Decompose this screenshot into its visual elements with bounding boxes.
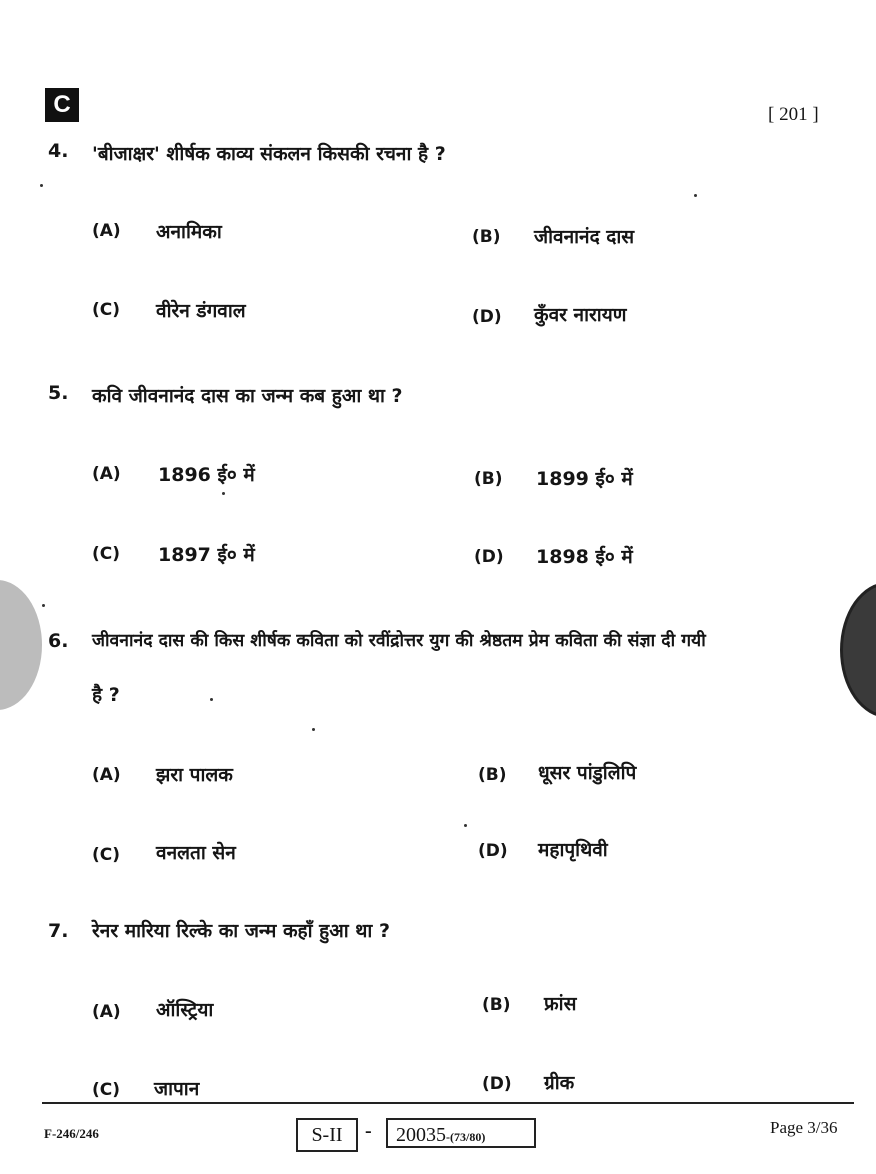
option-label: (B) xyxy=(472,227,501,247)
option-label: (A) xyxy=(92,765,121,785)
question-text: रेनर मारिया रिल्के का जन्म कहाँ हुआ था ? xyxy=(92,920,390,942)
option-label: (B) xyxy=(482,995,511,1015)
option-label: (C) xyxy=(92,544,121,564)
scan-speck xyxy=(222,492,225,495)
question-text-line2: है ? xyxy=(92,684,120,706)
option-text: ऑस्ट्रिया xyxy=(156,999,214,1021)
scan-speck xyxy=(694,194,697,197)
option-text: धूसर पांडुलिपि xyxy=(538,762,637,784)
question-text: कवि जीवनानंद दास का जन्म कब हुआ था ? xyxy=(92,385,403,407)
option-label: (D) xyxy=(474,547,504,567)
set-badge: C xyxy=(45,88,79,122)
option-text: 1899 ई० में xyxy=(536,468,633,490)
option-label: (C) xyxy=(92,845,121,865)
series-box xyxy=(296,1118,358,1152)
option-text: वीरेन डंगवाल xyxy=(156,300,246,322)
option-text: जापान xyxy=(154,1078,200,1100)
serial-suffix: -(73/80) xyxy=(446,1130,486,1144)
option-text: कुँवर नारायण xyxy=(534,304,627,326)
question-number: 5. xyxy=(48,382,69,404)
option-text: 1897 ई० में xyxy=(158,544,255,566)
footer-divider xyxy=(42,1102,854,1104)
scan-speck xyxy=(312,728,315,731)
option-text: ग्रीक xyxy=(544,1072,575,1094)
paper-code: [ 201 ] xyxy=(768,104,819,125)
option-label: (B) xyxy=(478,765,507,785)
scan-speck xyxy=(210,698,213,701)
question-number: 7. xyxy=(48,920,69,942)
option-text: झरा पालक xyxy=(156,764,233,786)
option-label: (D) xyxy=(472,307,502,327)
option-text: जीवनानंद दास xyxy=(534,226,635,248)
series-dash: - xyxy=(365,1120,372,1142)
option-label: (A) xyxy=(92,1002,121,1022)
question-number: 4. xyxy=(48,140,69,162)
booklet-code: F-246/246 xyxy=(44,1126,99,1141)
scan-speck xyxy=(40,184,43,187)
question-text-line1: जीवनानंद दास की किस शीर्षक कविता को रवींद्रोत्तर युग की श्रेष्ठतम प्रेम कविता की संज्ञा दी गयी xyxy=(92,631,706,651)
scan-speck xyxy=(42,604,45,607)
series-text: S-II xyxy=(311,1124,343,1146)
option-label: (A) xyxy=(92,221,121,241)
option-label: (D) xyxy=(482,1074,512,1094)
punch-hole-left xyxy=(0,580,42,710)
page-number: Page 3/36 xyxy=(770,1118,838,1137)
option-label: (A) xyxy=(92,464,121,484)
option-text: अनामिका xyxy=(156,221,222,243)
option-label: (D) xyxy=(478,841,508,861)
option-text: महापृथिवी xyxy=(538,839,608,861)
option-text: फ्रांस xyxy=(544,993,577,1015)
scan-speck xyxy=(464,824,467,827)
option-label: (B) xyxy=(474,469,503,489)
option-text: 1896 ई० में xyxy=(158,464,255,486)
option-label: (C) xyxy=(92,300,121,320)
option-label: (C) xyxy=(92,1080,121,1100)
serial-box xyxy=(386,1118,536,1148)
serial-number: 20035 xyxy=(396,1124,446,1146)
question-text: 'बीजाक्षर' शीर्षक काव्य संकलन किसकी रचना है ? xyxy=(92,143,446,165)
question-number: 6. xyxy=(48,630,69,652)
option-text: वनलता सेन xyxy=(156,842,236,864)
option-text: 1898 ई० में xyxy=(536,546,633,568)
punch-hole-right xyxy=(840,582,876,718)
